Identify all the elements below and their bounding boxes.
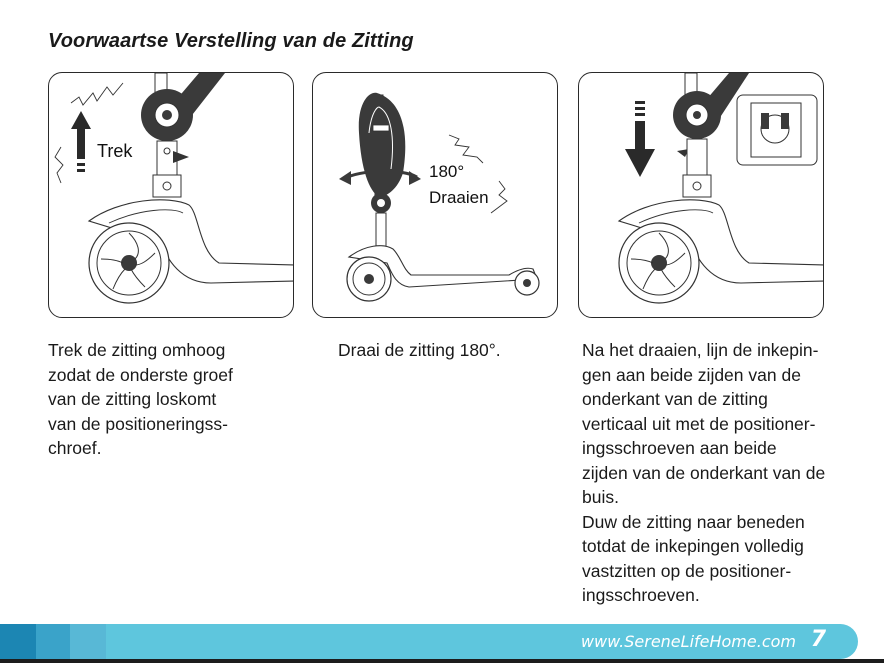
footer-band: [106, 624, 858, 659]
footer-block-light: [70, 624, 106, 659]
page-number: 7: [810, 627, 826, 652]
rotate-angle-label: 180°: [429, 162, 465, 181]
illustration-push-seat-down: [578, 72, 824, 318]
footer-bar: [0, 624, 858, 659]
push-down-arrow-icon: [625, 101, 655, 177]
illustration-pull-seat-up: [48, 72, 294, 318]
footer-block-dark: [0, 624, 36, 659]
footer-url: www.SereneLifeHome.com: [580, 632, 796, 651]
caption-step-1: Trek de zitting omhoog zodat de onderste groef van de zitting loskomt van de positioneringss- chroef.: [48, 340, 233, 458]
rotate-action-label: Draaien: [429, 188, 489, 207]
footer-block-mid: [36, 624, 70, 659]
pull-up-arrow-icon: [71, 111, 91, 172]
pull-label: Trek: [97, 141, 133, 161]
page-title: Voorwaartse Verstelling van de Zitting: [48, 30, 414, 52]
illustration-rotate-seat: [312, 72, 558, 318]
bottom-rule: [0, 659, 884, 663]
caption-step-2: Draai de zitting 180°.: [338, 340, 501, 360]
caption-step-3: Na het draaien, lijn de inkepin- gen aan beide zijden van de onderkant van de zitting verticaal uit met de positioner- ingsschroeven aan beide zijden van de onderkant van de buis. Duw de zitting naar beneden totdat de inkepingen volledig vastzitten op de positioner- ingsschroeven.: [582, 340, 826, 605]
